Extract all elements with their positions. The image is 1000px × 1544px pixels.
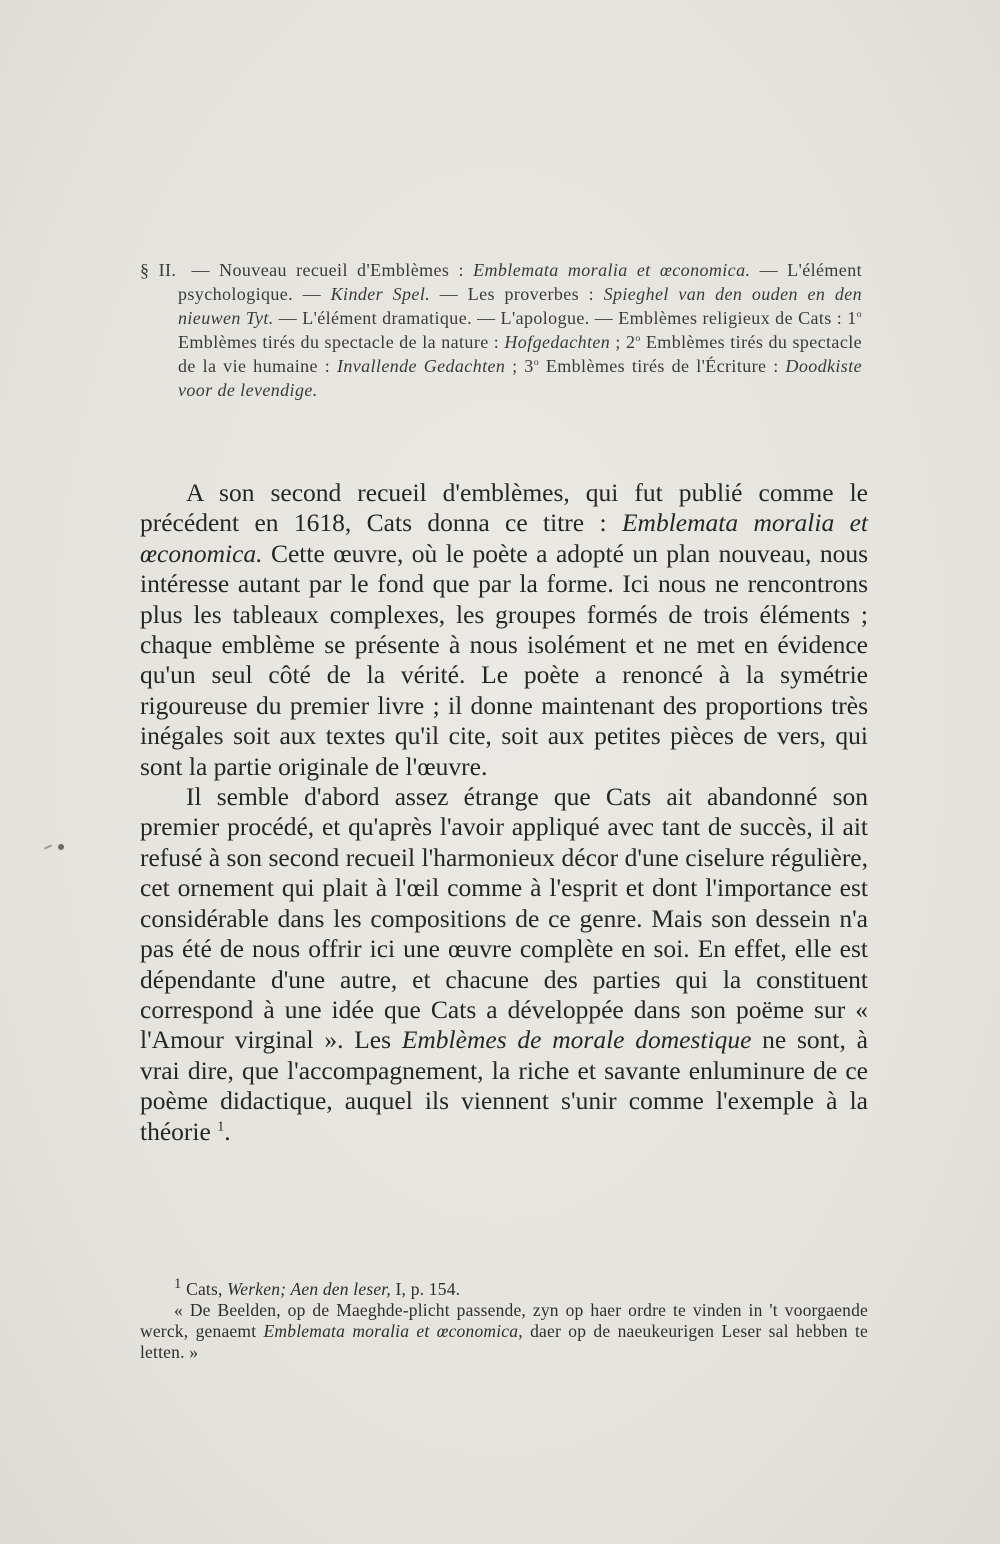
- summary-text: — L'élément psychologique. —: [178, 260, 862, 304]
- footnotes: [140, 1274, 868, 1363]
- ordinal-mark: o: [635, 333, 641, 344]
- ordinal-mark: o: [533, 357, 540, 368]
- summary-text: — L'élément dramatique. — L'apologue. — Emblèmes religieux de Cats : 1: [273, 308, 857, 328]
- summary-title: Hofgedachten: [504, 332, 611, 352]
- summary-title: Invallende Gedachten: [336, 356, 506, 376]
- paragraph-text: ne sont, à vrai dire, que l'accompagnement, la riche et savante enluminure de ce poème didactique, auquel ils viennent s'unir comme l'exemple à la théorie: [140, 1025, 868, 1146]
- footnote-1: [140, 1274, 868, 1300]
- footnote-title: Emblemata moralia et œconomica,: [263, 1320, 523, 1341]
- paragraph-text: Cette œuvre, où le poète a adopté un plan nouveau, nous intéresse autant par le fond que par la forme. Ici nous ne rencontrons plus les tableaux complexes, les groupes formés de trois éléments ; chaque emblème se présente à nous isolément et ne met en évidence qu'un seul côté de la vérité. Le poète a renoncé à la symétrie rigoureuse du premier livre ; il donne maintenant des proportions très inégales soit aux textes qu'il cite, soit aux petites pièces de vers, qui sont la partie originale de l'œuvre.: [140, 538, 868, 781]
- ink-speck: [58, 844, 64, 850]
- footnote-ref[interactable]: 1: [217, 1119, 225, 1135]
- paragraph-2: [140, 782, 868, 1147]
- footnote-number: 1: [174, 1276, 182, 1292]
- summary-text: — Les proverbes :: [430, 284, 604, 304]
- summary-title: Doodkiste voor de levendige.: [178, 356, 863, 400]
- footnote-text: Cats,: [181, 1278, 228, 1299]
- summary-text: Emblèmes tirés du spectacle de la nature :: [178, 332, 505, 352]
- book-title: Emblemata moralia et œconomica.: [140, 508, 868, 568]
- section-mark: § II.: [140, 260, 177, 280]
- paragraph-text: A son second recueil d'emblèmes, qui fut publié comme le précédent en 1618, Cats donna ce titre :: [140, 478, 868, 538]
- book-title: Emblèmes de morale domestique: [401, 1025, 752, 1055]
- summary-text: Emblèmes tirés de l'Écriture :: [539, 356, 786, 376]
- summary-text: ; 2: [610, 332, 636, 352]
- ordinal-mark: o: [856, 309, 862, 320]
- paragraph-1: [140, 478, 868, 782]
- summary-title: Spieghel van den ouden en den nieuwen Tyt.: [178, 284, 863, 328]
- summary-title: Emblemata moralia et œconomica.: [473, 260, 751, 280]
- footnote-text: I, p. 154.: [390, 1278, 461, 1299]
- footnote-quote: [140, 1300, 868, 1363]
- summary-text: — Nouveau recueil d'Emblèmes :: [182, 260, 474, 280]
- footnote-text: « De Beelden, op de Maeghde-plicht passende, zyn op haer ordre te vinden in 't voorgaende werck, genaemt: [140, 1299, 868, 1341]
- summary-title: Kinder Spel.: [330, 284, 431, 304]
- ink-speck: [44, 844, 52, 849]
- paragraph-text: Il semble d'abord assez étrange que Cats ait abandonné son premier procédé, et qu'après l'avoir appliqué avec tant de succès, il ait refusé à son second recueil l'harmonieux décor d'une ciselure régulière, cet ornement qui plait à l'œil comme à l'esprit et dont l'importance est considérable dans les compositions de ce genre. Mais son dessein n'a pas été de nous offrir ici une œuvre complète en soi. En effet, elle est dépendante d'une autre, et chacune des parties qui la constituent correspond à une idée que Cats a développée dans son poëme sur « l'Amour virginal ». Les: [140, 782, 868, 1055]
- body-text: [140, 478, 868, 1147]
- footnote-title: Werken; Aen den leser,: [227, 1278, 391, 1299]
- summary-text: ; 3: [505, 356, 534, 376]
- paragraph-text: .: [224, 1116, 231, 1146]
- chapter-summary: [140, 258, 862, 402]
- summary-text: Emblèmes tirés du spectacle de la vie humaine :: [178, 332, 862, 376]
- footnote-text: daer op de naeukeurigen Leser sal hebben te letten. »: [140, 1320, 868, 1362]
